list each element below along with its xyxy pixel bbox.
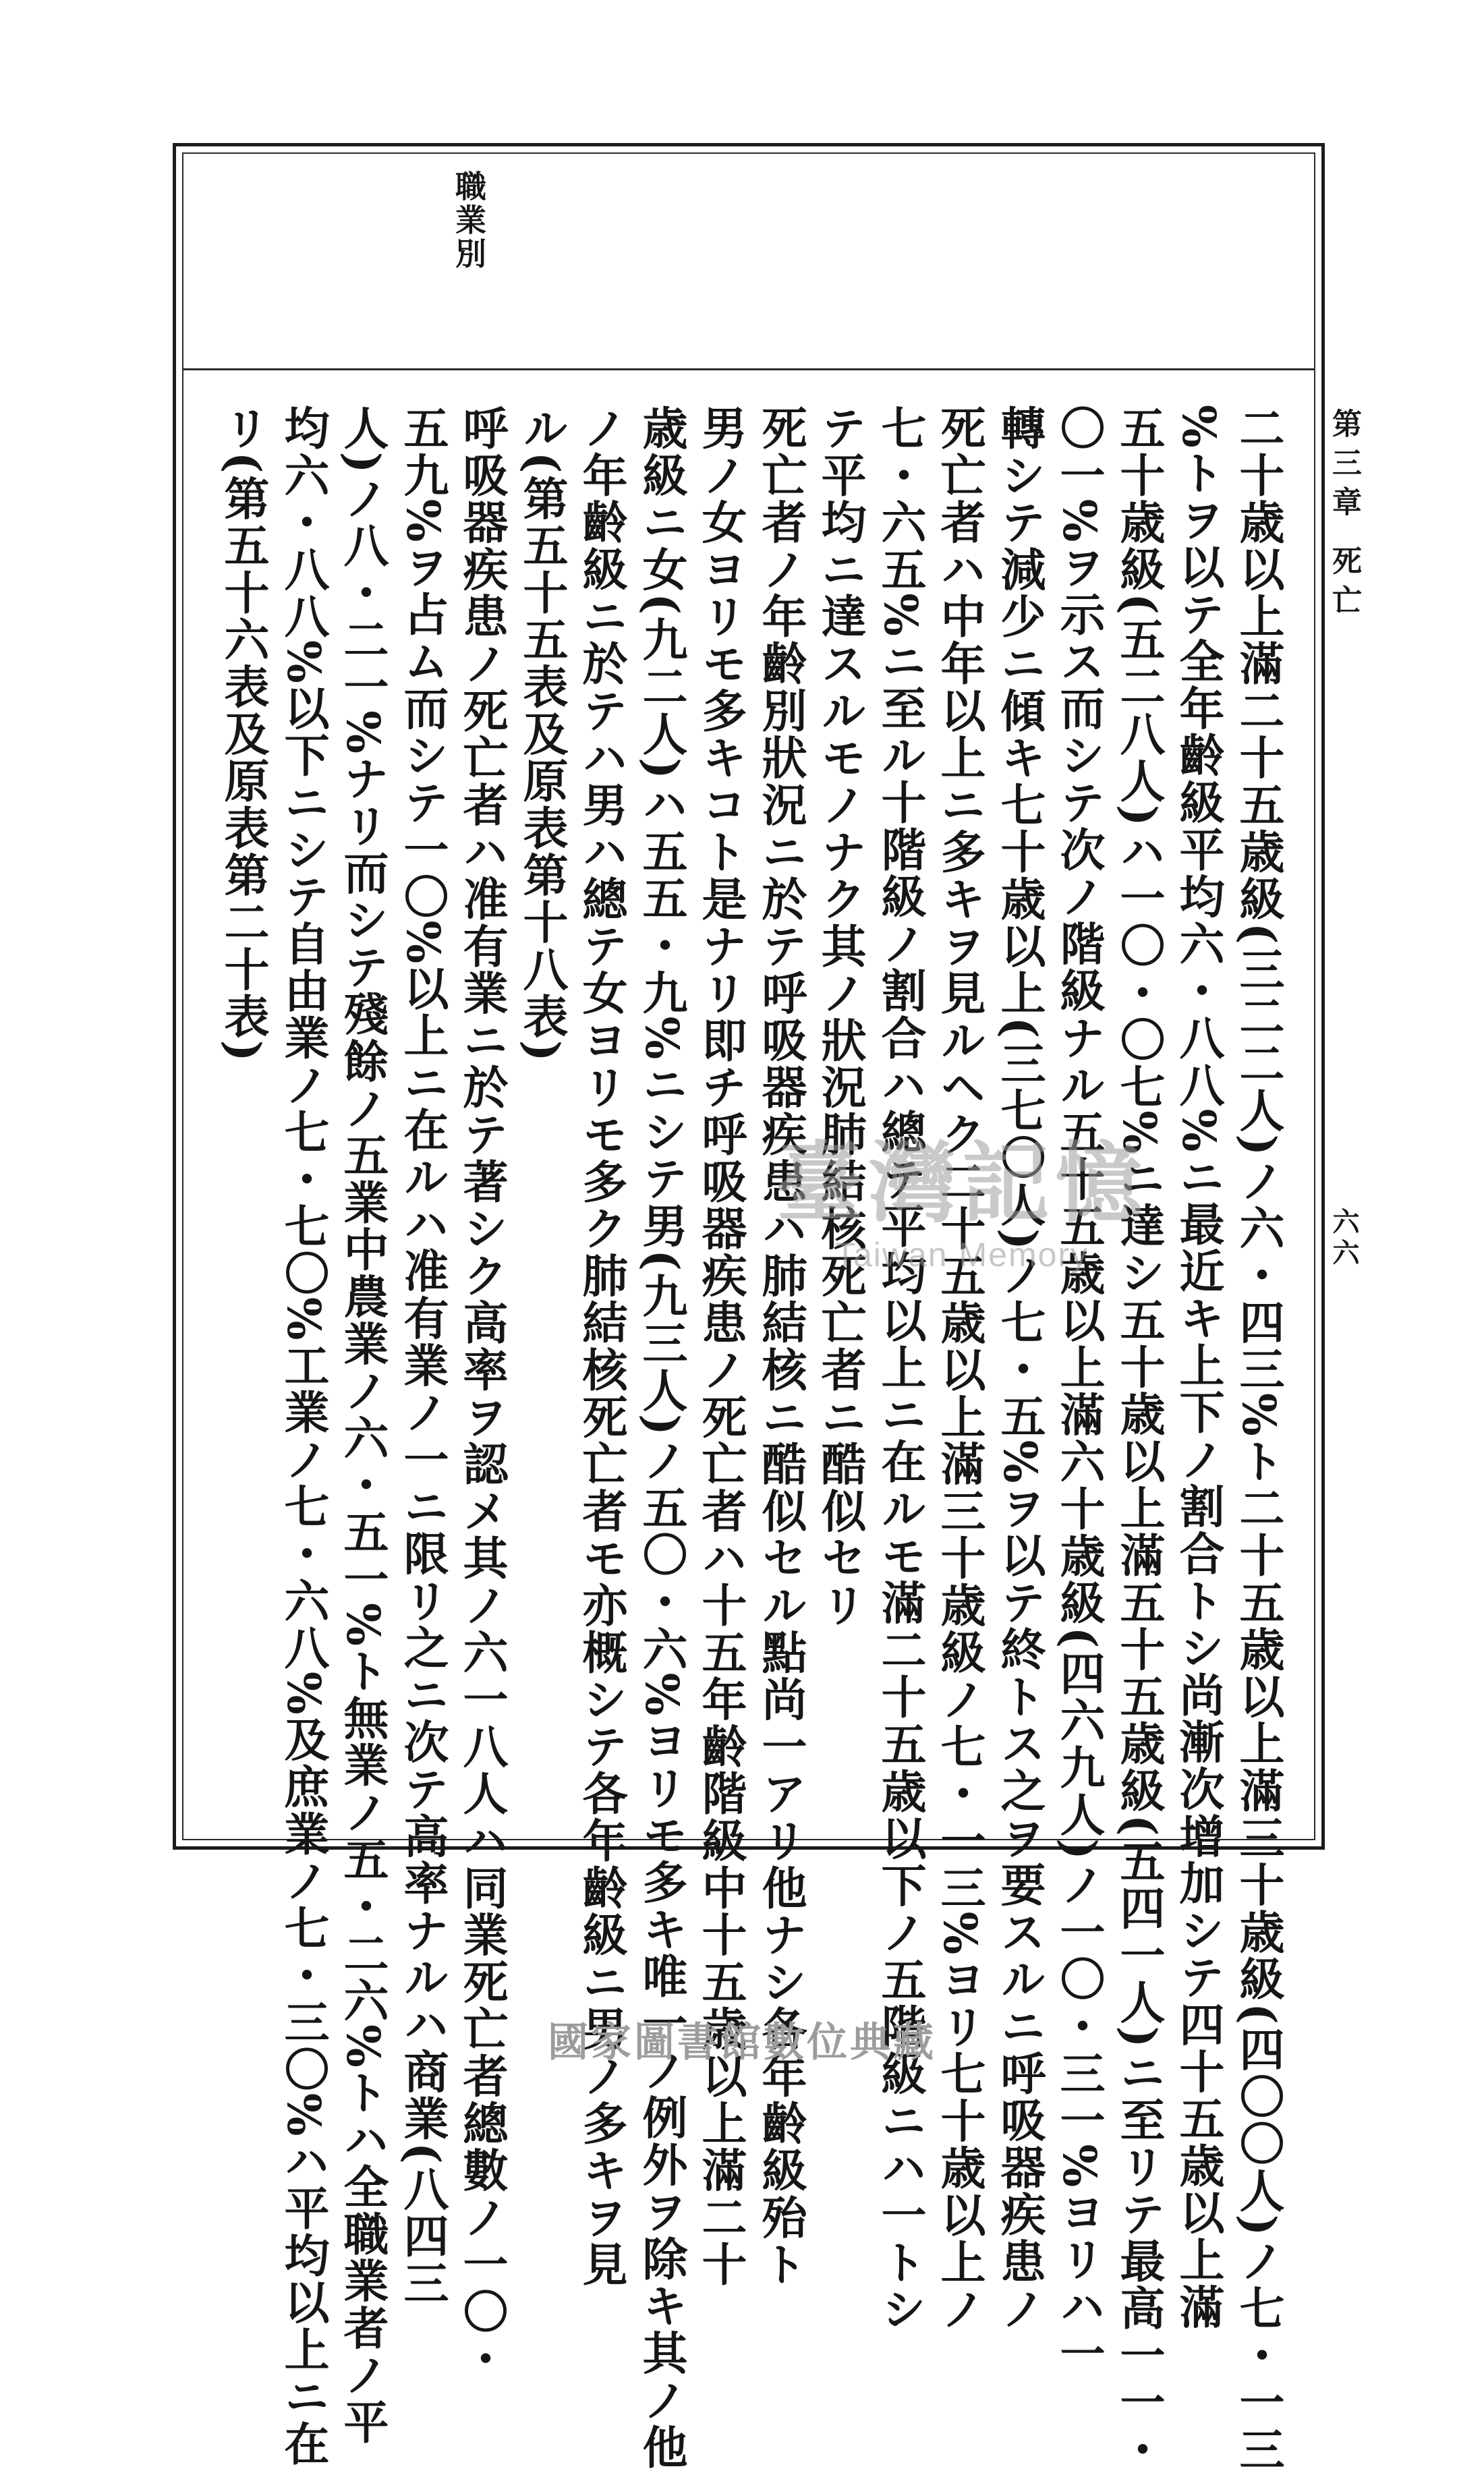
text-column: 死亡者ノ年齡別狀況ニ於テ呼吸器疾患ハ肺結核ニ酷似セル點尚一アリ他ナシ各年齡級殆ト	[755, 405, 808, 2288]
running-head: 第三章 死亡	[1327, 408, 1361, 624]
text-column: 男ノ女ヨリモ多キコト是ナリ即チ呼吸器疾患ノ死亡者ハ十五年齡階級中十五歳以上滿二十	[695, 405, 748, 2288]
watermark	[776, 1113, 1148, 1274]
text-column: 人)ノ八・二一%ナリ而シテ殘餘ノ五業中農業ノ六・五一%ト無業ノ五・二六%トハ全職業者ノ平	[337, 405, 390, 2446]
text-column: 死亡者ハ中年以上ニ多キヲ見ルヘク二十五歳以上滿三十歳級ノ七・一三%ヨリ七十歳以上ノ	[934, 405, 987, 2333]
text-column: 〇一%ヲ示ス而シテ次ノ階級ナル五十五歳以上滿六十歳級(四六九人)ノ一〇・三一%ヨリハ一	[1053, 405, 1106, 2378]
text-column: 五九%ヲ占ム而シテ一〇%以上ニ在ルハ准有業ノ一ニ限リ之ニ次テ高率ナルハ商業(八四三	[397, 405, 450, 2307]
watermark-english: Taiwan Memory	[834, 1236, 1089, 1274]
text-column: 均六・八八%以下ニシテ自由業ノ七・七〇%工業ノ七・六八%及庶業ノ七・三〇%ハ平均以上ニ在	[277, 405, 331, 2468]
text-column: 轉シテ減少ニ傾キ七十歳以上(三七〇人)ノ七・五%ヲ以テ終トス之ヲ要スルニ呼吸器疾患ノ	[994, 405, 1047, 2333]
text-column: %トヲ以テ全年齡級平均六・八八%ニ最近キ上下ノ割合トシ尚漸次增加シテ四十五歳以上滿	[1172, 405, 1226, 2331]
page-number: 六六	[1328, 1207, 1360, 1270]
text-column: 七・六五%ニ至ル十階級ノ割合ハ總テ平均以上ニ在ルモ滿二十五歳以下ノ五階級ニハ一トシ	[874, 405, 928, 2333]
text-column: ノ年齡級ニ於テハ男ハ總テ女ヨリモ多ク肺結核死亡者モ亦概シテ各年齡級ニ男ノ多キヲ見	[575, 405, 629, 2288]
watermark-chinese: 臺灣記憶	[776, 1131, 1149, 1234]
text-column: 五十歳級(五二八人)ハ一〇・〇七%ニ達シ五十歳以上滿五十五歳級(五四一人)ニ至リテ最高一一・	[1113, 405, 1166, 2473]
text-column: 歳級ニ女(九二人)ハ五五・九%ニシテ男(九三人)ノ五〇・六%ヨリモ多キ唯一ノ例外ヲ除キ其ノ他	[635, 405, 689, 2471]
library-footer-stamp: 國家圖書館數位典藏	[548, 2019, 936, 2066]
text-column: 呼吸器疾患ノ死亡者ハ准有業ニ於テ著シク高率ヲ認メ其ノ六一八人ハ同業死亡者總數ノ一〇・	[456, 405, 509, 2383]
text-column: リ(第五十六表及原表第二十表)	[217, 405, 270, 1064]
header-divider	[182, 368, 1315, 370]
margin-heading: 職業別	[451, 170, 487, 271]
text-column: ル(第五十五表及原表第十八表)	[516, 405, 569, 1064]
text-column: 二十歳以上滿二十五歳級(三二二人)ノ六・四三%ト二十五歳以上滿三十歳級(四〇〇人)ノ七・一三	[1232, 405, 1286, 2473]
text-column: テ平均ニ達スルモノナク其ノ狀況肺結核死亡者ニ酷似セリ	[814, 405, 867, 1629]
